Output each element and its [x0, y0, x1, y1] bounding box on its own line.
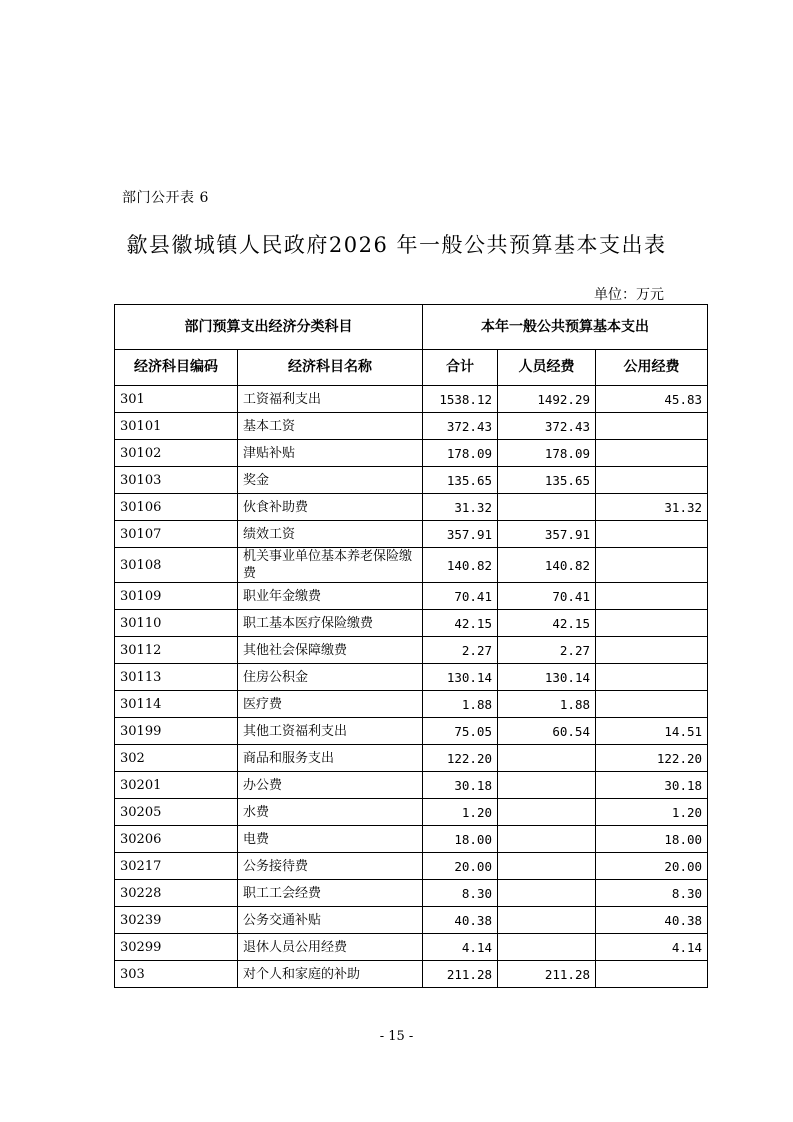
- cell-name: 职工基本医疗保险缴费: [238, 610, 423, 637]
- cell-personnel: [498, 772, 596, 799]
- page-number: - 15 -: [379, 1029, 414, 1044]
- cell-name: 机关事业单位基本养老保险缴费: [238, 548, 423, 583]
- cell-public: [596, 440, 708, 467]
- cell-name: 医疗费: [238, 691, 423, 718]
- cell-personnel: [498, 907, 596, 934]
- cell-total: 8.30: [423, 880, 498, 907]
- cell-total: 178.09: [423, 440, 498, 467]
- cell-total: 140.82: [423, 548, 498, 583]
- cell-name: 绩效工资: [238, 521, 423, 548]
- cell-personnel: [498, 745, 596, 772]
- cell-code: 30108: [115, 548, 238, 583]
- unit-label: 单位：万元: [594, 287, 664, 303]
- cell-name: 工资福利支出: [238, 386, 423, 413]
- cell-public: [596, 610, 708, 637]
- cell-code: 30112: [115, 637, 238, 664]
- header-code: 经济科目编码: [115, 350, 238, 386]
- cell-name: 津贴补贴: [238, 440, 423, 467]
- cell-name: 职工工会经费: [238, 880, 423, 907]
- cell-personnel: 357.91: [498, 521, 596, 548]
- table-row: [115, 637, 708, 664]
- cell-personnel: 70.41: [498, 583, 596, 610]
- cell-personnel: 178.09: [498, 440, 596, 467]
- cell-total: 1538.12: [423, 386, 498, 413]
- cell-code: 30102: [115, 440, 238, 467]
- cell-name: 奖金: [238, 467, 423, 494]
- cell-personnel: 140.82: [498, 548, 596, 583]
- table-row: [115, 521, 708, 548]
- cell-personnel: 60.54: [498, 718, 596, 745]
- cell-personnel: 130.14: [498, 664, 596, 691]
- cell-code: 30106: [115, 494, 238, 521]
- cell-personnel: 2.27: [498, 637, 596, 664]
- table-row: [115, 413, 708, 440]
- table-row: [115, 961, 708, 988]
- header-column-row: [115, 350, 708, 386]
- cell-personnel: [498, 826, 596, 853]
- cell-total: 135.65: [423, 467, 498, 494]
- table-row: [115, 386, 708, 413]
- cell-personnel: [498, 494, 596, 521]
- cell-personnel: 211.28: [498, 961, 596, 988]
- budget-table: [114, 304, 708, 988]
- cell-public: 8.30: [596, 880, 708, 907]
- cell-code: 30228: [115, 880, 238, 907]
- table-row: [115, 610, 708, 637]
- table-row: [115, 583, 708, 610]
- cell-code: 30114: [115, 691, 238, 718]
- cell-code: 30101: [115, 413, 238, 440]
- cell-personnel: [498, 799, 596, 826]
- cell-name: 水费: [238, 799, 423, 826]
- table-caption: 部门公开表 6: [122, 190, 209, 206]
- cell-code: 30217: [115, 853, 238, 880]
- cell-name: 退休人员公用经费: [238, 934, 423, 961]
- cell-code: 30206: [115, 826, 238, 853]
- cell-public: 20.00: [596, 853, 708, 880]
- cell-name: 伙食补助费: [238, 494, 423, 521]
- cell-code: 30103: [115, 467, 238, 494]
- cell-code: 30201: [115, 772, 238, 799]
- cell-name: 住房公积金: [238, 664, 423, 691]
- cell-public: [596, 583, 708, 610]
- header-economic-classification: 部门预算支出经济分类科目: [115, 305, 423, 350]
- cell-name: 办公费: [238, 772, 423, 799]
- table-row: [115, 853, 708, 880]
- cell-personnel: 42.15: [498, 610, 596, 637]
- table-row: [115, 799, 708, 826]
- cell-total: 4.14: [423, 934, 498, 961]
- cell-public: 4.14: [596, 934, 708, 961]
- cell-public: 18.00: [596, 826, 708, 853]
- cell-public: 40.38: [596, 907, 708, 934]
- cell-total: 42.15: [423, 610, 498, 637]
- cell-name: 其他社会保障缴费: [238, 637, 423, 664]
- cell-code: 30299: [115, 934, 238, 961]
- table-row: [115, 718, 708, 745]
- cell-personnel: [498, 853, 596, 880]
- cell-total: 2.27: [423, 637, 498, 664]
- cell-code: 302: [115, 745, 238, 772]
- cell-code: 30239: [115, 907, 238, 934]
- cell-public: 30.18: [596, 772, 708, 799]
- cell-code: 30113: [115, 664, 238, 691]
- cell-public: 1.20: [596, 799, 708, 826]
- cell-personnel: 372.43: [498, 413, 596, 440]
- cell-personnel: 135.65: [498, 467, 596, 494]
- table-row: [115, 494, 708, 521]
- cell-code: 30205: [115, 799, 238, 826]
- cell-public: 122.20: [596, 745, 708, 772]
- table-body: [115, 386, 708, 988]
- table-row: [115, 826, 708, 853]
- cell-total: 30.18: [423, 772, 498, 799]
- header-group-row: [115, 305, 708, 350]
- cell-public: [596, 413, 708, 440]
- header-basic-expenditure: 本年一般公共预算基本支出: [423, 305, 708, 350]
- table-row: [115, 691, 708, 718]
- cell-total: 70.41: [423, 583, 498, 610]
- cell-name: 对个人和家庭的补助: [238, 961, 423, 988]
- cell-total: 130.14: [423, 664, 498, 691]
- cell-total: 20.00: [423, 853, 498, 880]
- cell-public: 31.32: [596, 494, 708, 521]
- cell-public: [596, 961, 708, 988]
- cell-personnel: 1492.29: [498, 386, 596, 413]
- cell-code: 30109: [115, 583, 238, 610]
- cell-total: 31.32: [423, 494, 498, 521]
- page-title: 歙县徽城镇人民政府2026 年一般公共预算基本支出表: [126, 233, 667, 257]
- cell-personnel: 1.88: [498, 691, 596, 718]
- cell-total: 211.28: [423, 961, 498, 988]
- cell-code: 30107: [115, 521, 238, 548]
- cell-total: 18.00: [423, 826, 498, 853]
- header-name: 经济科目名称: [238, 350, 423, 386]
- cell-personnel: [498, 934, 596, 961]
- cell-total: 357.91: [423, 521, 498, 548]
- cell-total: 1.20: [423, 799, 498, 826]
- header-personnel: 人员经费: [498, 350, 596, 386]
- cell-name: 公务接待费: [238, 853, 423, 880]
- table-row: [115, 745, 708, 772]
- table-row: [115, 907, 708, 934]
- cell-name: 电费: [238, 826, 423, 853]
- cell-total: 75.05: [423, 718, 498, 745]
- cell-public: [596, 521, 708, 548]
- cell-personnel: [498, 880, 596, 907]
- cell-total: 372.43: [423, 413, 498, 440]
- cell-code: 303: [115, 961, 238, 988]
- cell-name: 职业年金缴费: [238, 583, 423, 610]
- header-total: 合计: [423, 350, 498, 386]
- table-row: [115, 934, 708, 961]
- table-row: [115, 664, 708, 691]
- header-public: 公用经费: [596, 350, 708, 386]
- cell-name: 其他工资福利支出: [238, 718, 423, 745]
- cell-total: 1.88: [423, 691, 498, 718]
- cell-total: 40.38: [423, 907, 498, 934]
- cell-code: 301: [115, 386, 238, 413]
- cell-public: [596, 691, 708, 718]
- cell-public: 45.83: [596, 386, 708, 413]
- table-row: [115, 880, 708, 907]
- cell-public: 14.51: [596, 718, 708, 745]
- cell-name: 商品和服务支出: [238, 745, 423, 772]
- cell-public: [596, 664, 708, 691]
- table-row: [115, 548, 708, 583]
- cell-code: 30110: [115, 610, 238, 637]
- cell-public: [596, 548, 708, 583]
- cell-public: [596, 637, 708, 664]
- cell-name: 公务交通补贴: [238, 907, 423, 934]
- cell-public: [596, 467, 708, 494]
- table-row: [115, 772, 708, 799]
- table-row: [115, 440, 708, 467]
- cell-code: 30199: [115, 718, 238, 745]
- cell-name: 基本工资: [238, 413, 423, 440]
- cell-total: 122.20: [423, 745, 498, 772]
- table-row: [115, 467, 708, 494]
